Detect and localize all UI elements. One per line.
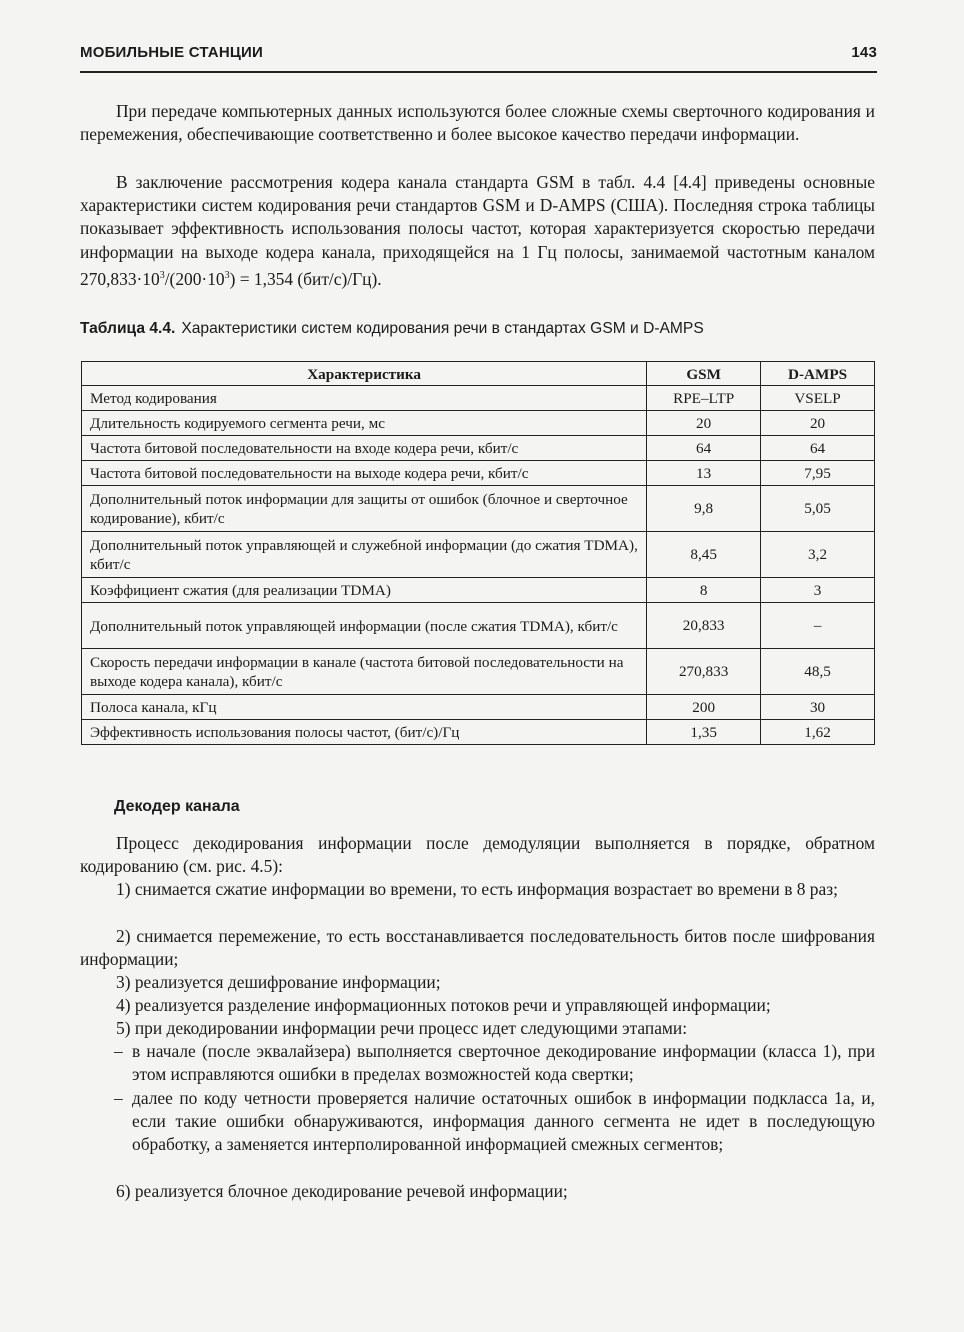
- table-header-row: [82, 362, 875, 386]
- gsm-value: 13: [647, 461, 761, 486]
- superscript-exponent: 3: [224, 269, 230, 281]
- row-label: Коэффициент сжатия (для реализации TDMA): [82, 578, 647, 603]
- row-label: Метод кодирования: [82, 386, 647, 411]
- superscript-exponent: 3: [159, 269, 165, 281]
- table-row: [82, 720, 875, 745]
- table-row: [82, 532, 875, 578]
- dash-item-text: в начале (после эквалайзера) выполняется сверточное декодирование информации (класса 1), при этом исправляются ошибки в пределах возможностей кода свертки;: [132, 1041, 875, 1085]
- row-label: Частота битовой последовательности на входе кодера речи, кбит/с: [82, 436, 647, 461]
- running-header: [80, 44, 877, 61]
- dash-list-item: [80, 1087, 875, 1157]
- row-label: Дополнительный поток информации для защиты от ошибок (блочное и сверточное кодирование), кбит/с: [82, 486, 647, 532]
- list-item: 1) снимается сжатие информации во времени, то есть информация возрастает во времени в 8 раз;: [116, 879, 838, 899]
- gsm-value: 200: [647, 695, 761, 720]
- table-caption-number: Таблица 4.4.: [80, 320, 176, 337]
- gsm-value: 9,8: [647, 486, 761, 532]
- column-header-characteristic: Характеристика: [82, 362, 647, 386]
- list-item: 5) при декодировании информации речи процесс идет следующими этапами:: [116, 1018, 688, 1038]
- paragraph-table-intro-text: В заключение рассмотрения кодера канала стандарта GSM в табл. 4.4 [4.4] приведены основные характеристики систем кодирования речи стандартов GSM и D-AMPS (США). Последняя строка таблицы показывает эффективность использования полосы частот, которая характеризуется скоростью передачи информации на выходе кодера канала, приходящейся на 1 Гц полосы, занимаемой частотным каналом 270,833·10: [80, 172, 875, 289]
- paragraph-table-intro: [80, 171, 875, 291]
- gsm-value: 1,35: [647, 720, 761, 745]
- running-title: МОБИЛЬНЫЕ СТАНЦИИ: [80, 44, 263, 61]
- damps-value: 64: [761, 436, 875, 461]
- section-heading: Декодер канала: [114, 798, 240, 815]
- row-label: Дополнительный поток управляющей и служебной информации (до сжатия TDMA), кбит/с: [82, 532, 647, 578]
- table-row: [82, 578, 875, 603]
- table-row: [82, 486, 875, 532]
- damps-value: 3: [761, 578, 875, 603]
- section-intro: Процесс декодирования информации после демодуляции выполняется в порядке, обратном кодированию (см. рис. 4.5):: [80, 833, 875, 877]
- dash-item-text: далее по коду четности проверяется наличие остаточных ошибок в информации подкласса 1а, и, если такие ошибки обнаруживаются, информация данного сегмента не идет в последующую обработку, а заменяется интерполированной информацией смежных сегментов;: [132, 1088, 875, 1155]
- column-header-damps: D-AMPS: [761, 362, 875, 386]
- header-rule: [80, 71, 877, 73]
- damps-value: 5,05: [761, 486, 875, 532]
- gsm-value: 8: [647, 578, 761, 603]
- table-row: [82, 411, 875, 436]
- gsm-value: RPE–LTP: [647, 386, 761, 411]
- table-row: [82, 649, 875, 695]
- table-row: [82, 386, 875, 411]
- gsm-value: 20,833: [647, 603, 761, 649]
- table-caption-text: Характеристики систем кодирования речи в стандартах GSM и D-AMPS: [181, 320, 704, 337]
- list-item: 4) реализуется разделение информационных потоков речи и управляющей информации;: [116, 995, 771, 1015]
- row-label: Длительность кодируемого сегмента речи, мс: [82, 411, 647, 436]
- table-row: [82, 603, 875, 649]
- column-header-gsm: GSM: [647, 362, 761, 386]
- row-label: Частота битовой последовательности на выходе кодера речи, кбит/с: [82, 461, 647, 486]
- gsm-value: 64: [647, 436, 761, 461]
- table-row: [82, 461, 875, 486]
- damps-value: 30: [761, 695, 875, 720]
- row-label: Эффективность использования полосы частот, (бит/с)/Гц: [82, 720, 647, 745]
- damps-value: VSELP: [761, 386, 875, 411]
- dash-marker: –: [114, 1088, 123, 1108]
- page-number: 143: [851, 44, 877, 61]
- gsm-value: 270,833: [647, 649, 761, 695]
- row-label: Дополнительный поток управляющей информации (после сжатия TDMA), кбит/с: [82, 603, 647, 649]
- list-item: 3) реализуется дешифрование информации;: [116, 972, 441, 992]
- damps-value: 20: [761, 411, 875, 436]
- row-label: Полоса канала, кГц: [82, 695, 647, 720]
- gsm-value: 20: [647, 411, 761, 436]
- dash-list-item: [80, 1040, 875, 1086]
- damps-value: 48,5: [761, 649, 875, 695]
- paragraph-table-intro-formula: /(200·10: [164, 268, 225, 289]
- damps-value: 7,95: [761, 461, 875, 486]
- damps-value: 1,62: [761, 720, 875, 745]
- gsm-value: 8,45: [647, 532, 761, 578]
- list-item: 2) снимается перемежение, то есть восстанавливается последовательность битов после шифрования информации;: [80, 926, 875, 970]
- table-row: [82, 436, 875, 461]
- damps-value: –: [761, 603, 875, 649]
- table-row: [82, 695, 875, 720]
- dash-marker: –: [114, 1041, 123, 1061]
- damps-value: 3,2: [761, 532, 875, 578]
- paragraph-table-intro-result: ) = 1,354 (бит/с)/Гц).: [229, 268, 382, 289]
- characteristics-table: [81, 361, 875, 745]
- paragraph-computer-data: При передаче компьютерных данных используются более сложные схемы сверточного кодирования и перемежения, обеспечивающие соответственно и более высокое качество передачи информации.: [80, 101, 875, 145]
- table-caption: [80, 320, 877, 338]
- list-item: 6) реализуется блочное декодирование речевой информации;: [116, 1181, 568, 1201]
- row-label: Скорость передачи информации в канале (частота битовой последовательности на выходе кодера канала), кбит/с: [82, 649, 647, 695]
